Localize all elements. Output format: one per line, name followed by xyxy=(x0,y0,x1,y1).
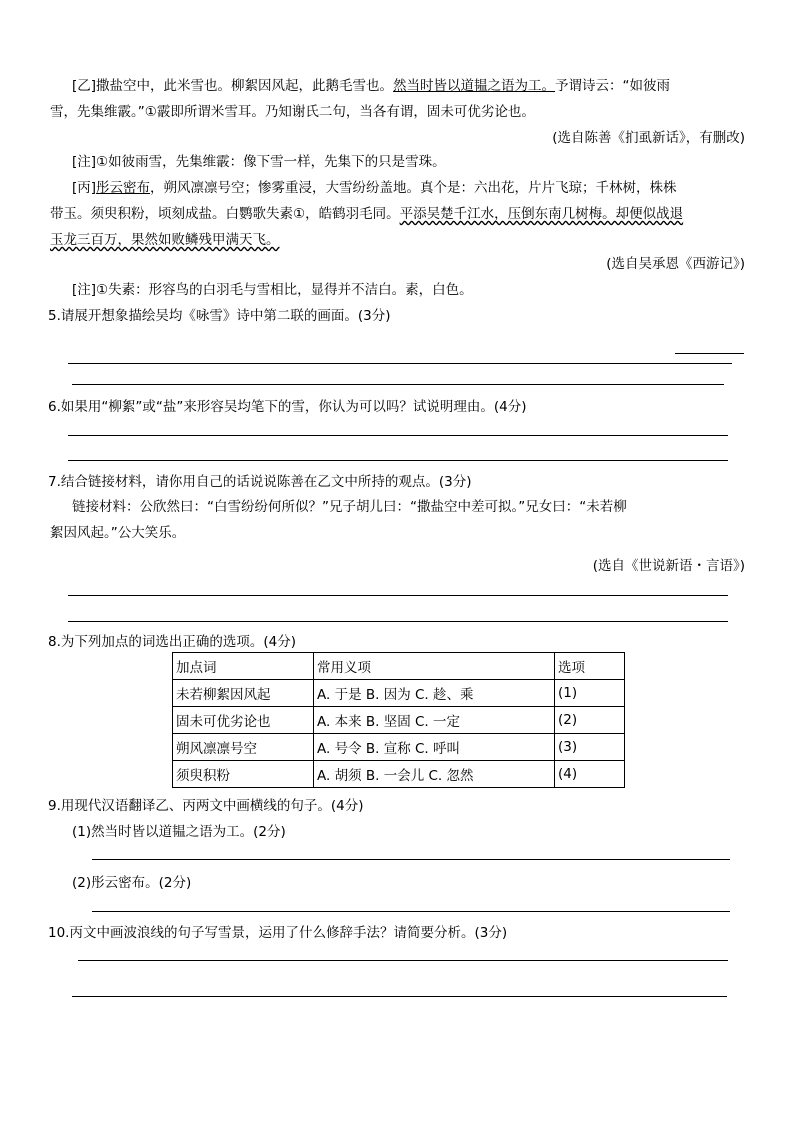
table-cell: A. 胡须 B. 一会儿 C. 忽然 xyxy=(314,761,555,788)
table-cell[interactable]: (2) xyxy=(555,707,625,734)
table-cell: A. 号令 B. 宣称 C. 呼叫 xyxy=(314,734,555,761)
passage-yi-note: [注]①如彼雨雪，先集维霰：像下雪一样，先集下的只是雪珠。 xyxy=(72,154,446,170)
question-8: 8.为下列加点的词选出正确的选项。(4分) xyxy=(48,634,297,650)
table-cell: A. 本来 B. 坚固 C. 一定 xyxy=(314,707,555,734)
table-row xyxy=(173,707,625,734)
passage-bing-line1: [丙]彤云密布，朔风凛凛号空；惨雾重浸，大雪纷纷盖地。真个是：六出花，片片飞琼；千林树，株株 xyxy=(72,180,677,196)
question-6: 6.如果用“柳絮”或“盐”来形容吴均笔下的雪，你认为可以吗？试说明理由。(4分) xyxy=(48,399,527,415)
question-7: 7.结合链接材料，请你用自己的话说说陈善在乙文中所持的观点。(3分) xyxy=(48,474,472,490)
wavy-sentence-bing-part2: 玉龙三百万，果然如败鳞残甲满天飞。 xyxy=(50,232,280,248)
link-material-source: (选自《世说新语・言语》) xyxy=(592,558,745,574)
answer-line[interactable] xyxy=(68,435,728,436)
table-row xyxy=(173,680,625,707)
question-9-sub2: (2)彤云密布。(2分) xyxy=(72,875,192,891)
table-cell[interactable]: (1) xyxy=(555,680,625,707)
question-5: 5.请展开想象描绘吴均《咏雪》诗中第二联的画面。(3分) xyxy=(48,308,391,324)
answer-line[interactable] xyxy=(675,353,744,354)
answer-line[interactable] xyxy=(72,996,727,997)
underlined-sentence-yi: 然当时皆以道韫之语为工。 xyxy=(393,78,556,94)
passage-bing-line2: 带玉。须臾积粉，顷刻成盐。白鹦歌失素①，皓鹤羽毛同。平添吴楚千江水，压倒东南几树梅。却便似战退 xyxy=(50,206,684,222)
table-cell: 未若柳絮因风起 xyxy=(173,680,314,707)
table-cell[interactable]: (3) xyxy=(555,734,625,761)
passage-bing-source: (选自吴承恩《西游记》) xyxy=(606,256,745,272)
table-header-row xyxy=(173,653,625,680)
table-header-cell: 常用义项 xyxy=(314,653,555,680)
answer-line[interactable] xyxy=(92,911,730,912)
table-cell: 须臾积粉 xyxy=(173,761,314,788)
answer-line[interactable] xyxy=(68,595,728,596)
table-cell: 朔风凛凛号空 xyxy=(173,734,314,761)
link-material-line1: 链接材料：公欣然曰：“白雪纷纷何所似？”兄子胡儿曰：“撒盐空中差可拟。”兄女曰：“未若柳 xyxy=(72,499,627,515)
link-material-line2: 絮因风起。”公大笑乐。 xyxy=(50,525,186,541)
question-9: 9.用现代汉语翻译乙、丙两文中画横线的句子。(4分) xyxy=(48,798,364,814)
table-cell: A. 于是 B. 因为 C. 趁、乘 xyxy=(314,680,555,707)
table-cell[interactable]: (4) xyxy=(555,761,625,788)
vocabulary-table xyxy=(172,652,625,788)
table-header-cell: 选项 xyxy=(555,653,625,680)
answer-line[interactable] xyxy=(68,363,732,364)
passage-bing-line3 xyxy=(50,230,280,250)
question-10: 10.丙文中画波浪线的句子写雪景，运用了什么修辞手法？请简要分析。(3分) xyxy=(48,925,508,941)
answer-line[interactable] xyxy=(78,960,728,961)
table-header-cell: 加点词 xyxy=(173,653,314,680)
passage-bing-note: [注]①失素：形容鸟的白羽毛与雪相比，显得并不洁白。素，白色。 xyxy=(72,282,473,298)
table-row xyxy=(173,761,625,788)
passage-yi-source: (选自陈善《扪虱新话》，有删改) xyxy=(552,130,745,146)
answer-line[interactable] xyxy=(72,384,724,385)
wavy-sentence-bing-part1: 平添吴楚千江水，压倒东南几树梅。却便似战退 xyxy=(399,206,684,222)
passage-yi-line1: [乙]撒盐空中，此米雪也。柳絮因风起，此鹅毛雪也。然当时皆以道韫之语为工。予谓诗云：“如彼雨 xyxy=(72,78,671,94)
table-cell: 固未可优劣论也 xyxy=(173,707,314,734)
table-row xyxy=(173,734,625,761)
underlined-sentence-bing: 彤云密布 xyxy=(96,180,151,196)
passage-yi-line2: 雪，先集维霰。”①霰即所谓米雪耳。乃知谢氏二句，当各有谓，固未可优劣论也。 xyxy=(50,104,535,120)
answer-line[interactable] xyxy=(92,859,730,860)
question-9-sub1: (1)然当时皆以道韫之语为工。(2分) xyxy=(72,824,286,840)
answer-line[interactable] xyxy=(68,621,728,622)
answer-line[interactable] xyxy=(68,460,728,461)
